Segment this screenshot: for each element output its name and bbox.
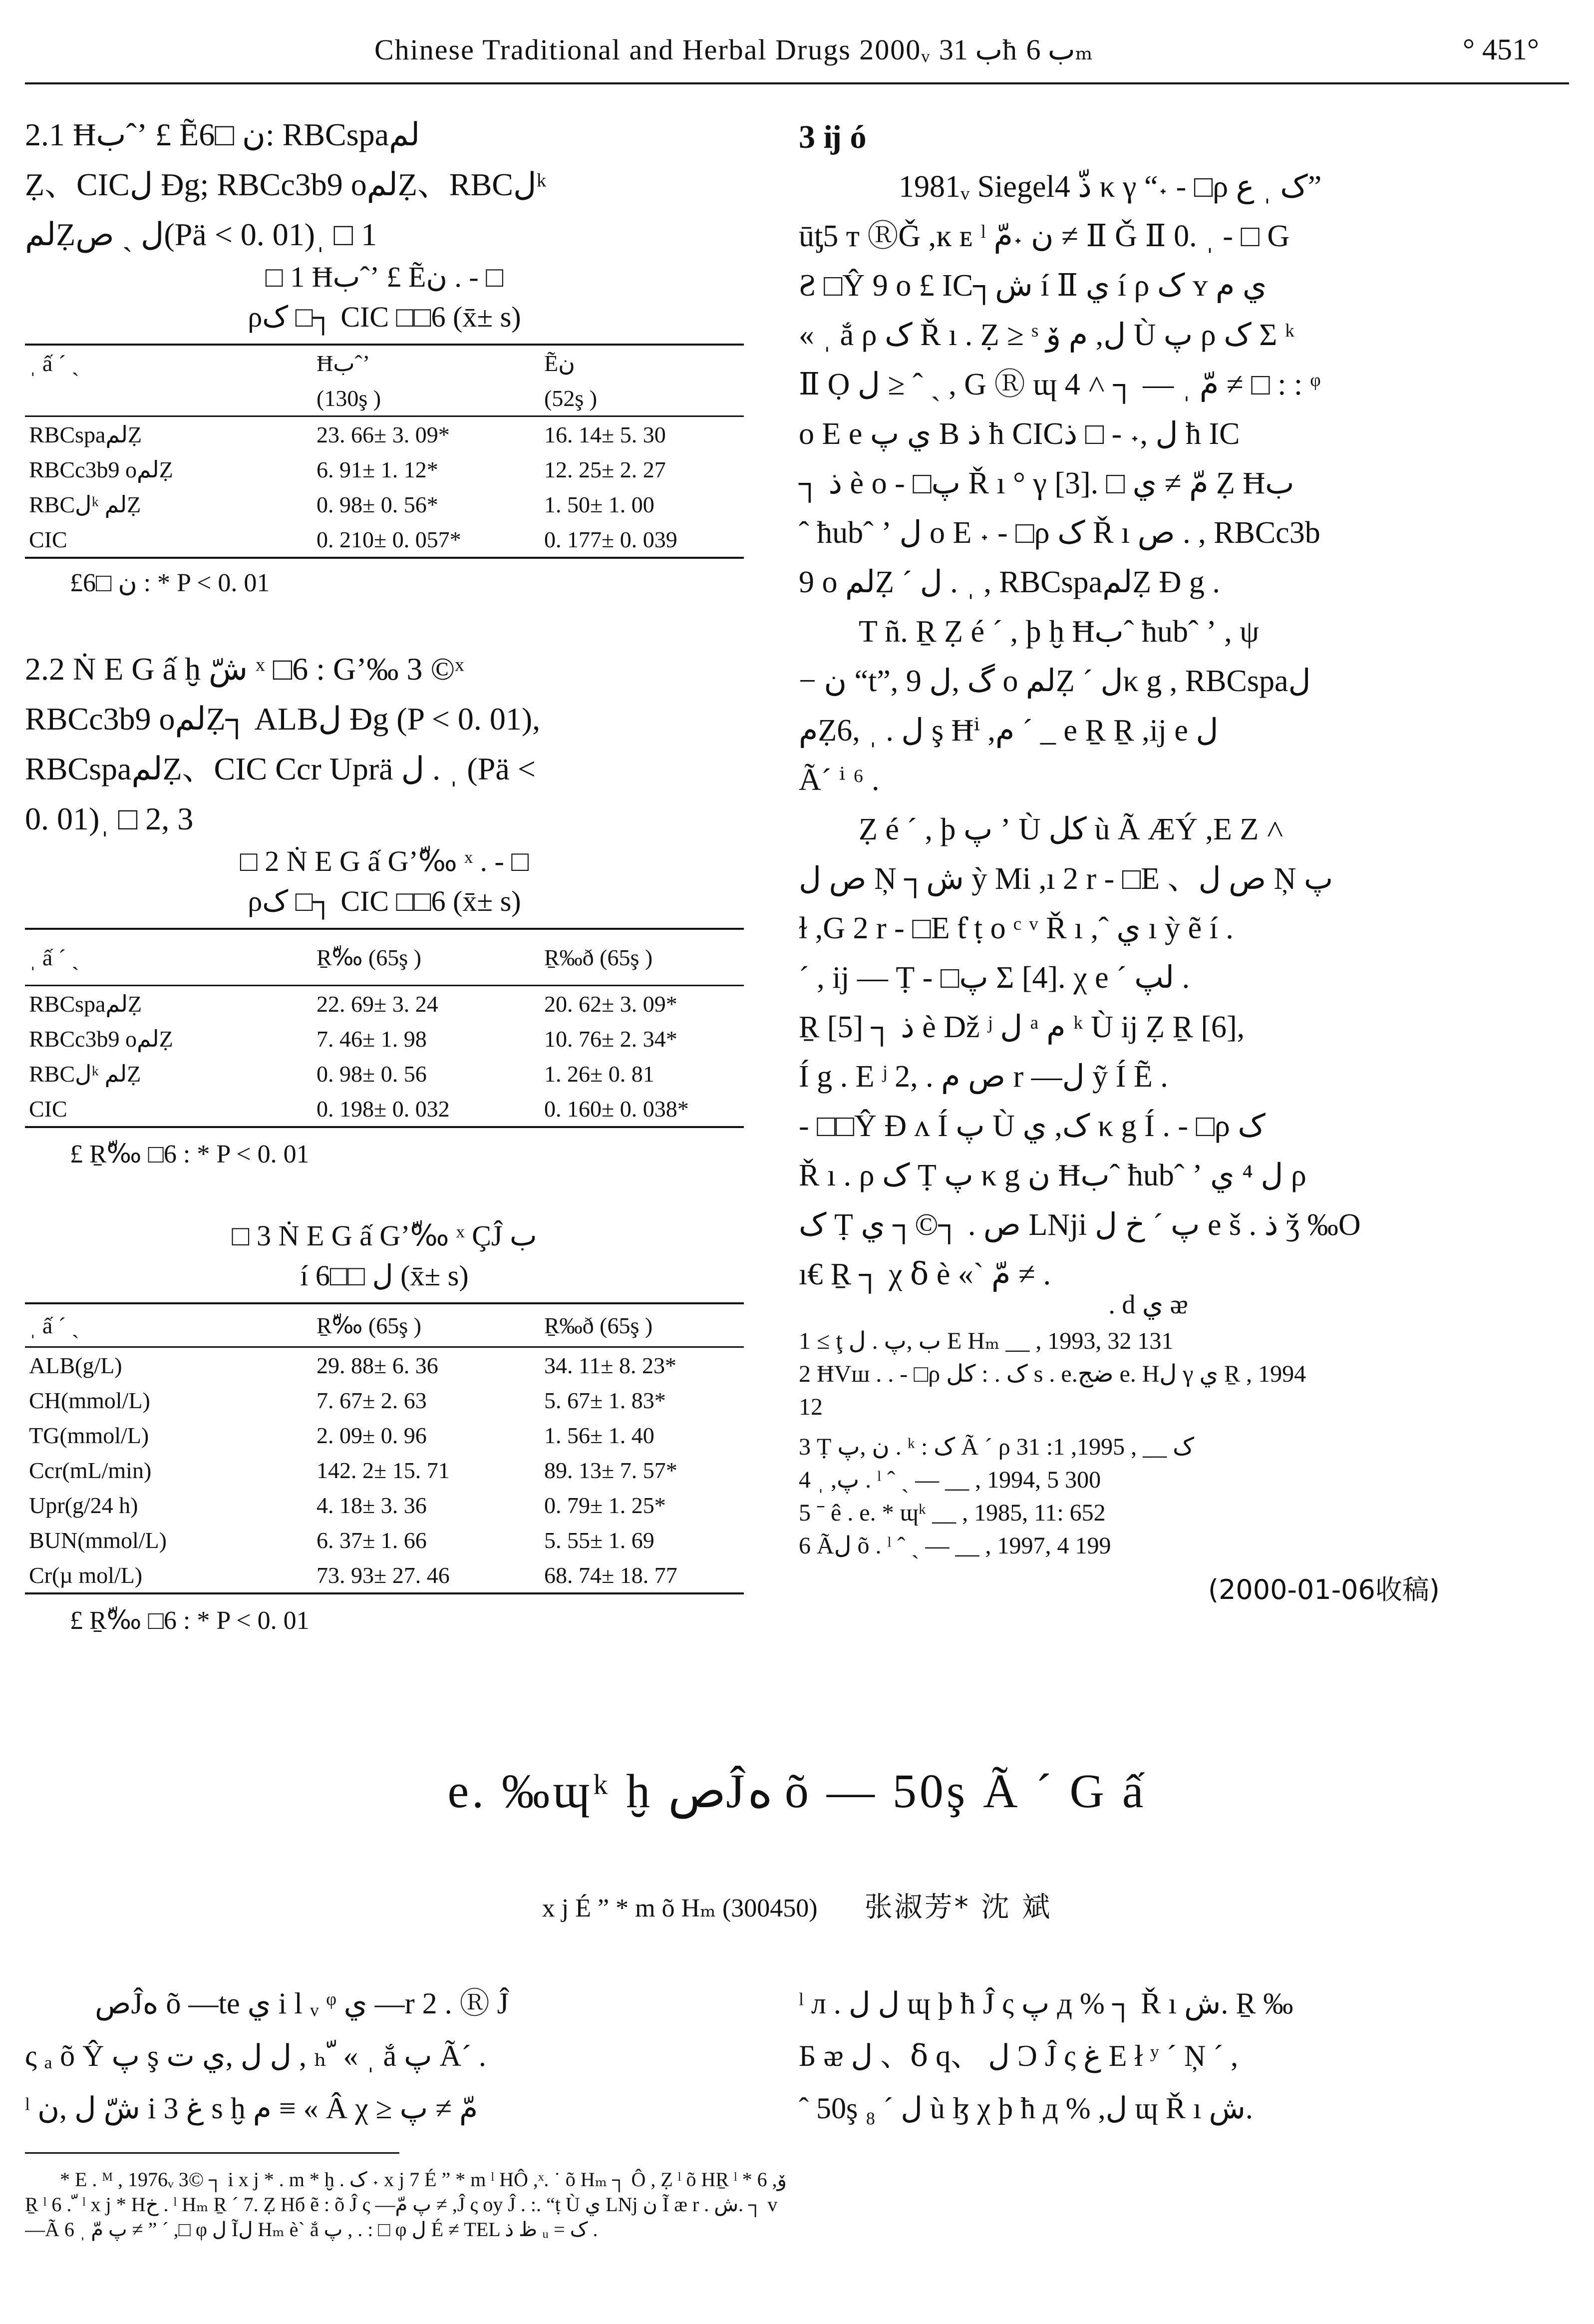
table-cell: 22. 69± 3. 24 — [317, 991, 438, 1017]
table-row — [25, 1383, 744, 1418]
col-header: Ṟ‰ð (65ş ) — [544, 1312, 653, 1338]
article-body-right — [799, 1977, 1568, 2135]
text-line: ı€ Ṟ ┐ χ ẟ è «` مّ ≠ . — [799, 1257, 1051, 1291]
table-cell: 73. 93± 27. 46 — [317, 1562, 450, 1588]
table-cell: 7. 67± 2. 63 — [317, 1387, 427, 1413]
text-line: ūƫ5 ᴛ ⓇǦ ,ĸ ᴇ ˡ ن ˖مّ ≠ Ⅱ Ǧ Ⅱ 0. ˌ - □ G — [799, 219, 1290, 253]
table-cell: Ccr(mL/min) — [29, 1457, 152, 1483]
table-cell: CIC — [29, 1096, 67, 1122]
text-line: ˆ 50ş ل ˊ ₈ ù ɮ χ þ ħ д % ,ل ɰ Ř ı ش. — [799, 2092, 1253, 2125]
footnote-line: * E . ᴹ , 1976ᵥ 3© ┐ i x j * . m * ḫ . ک ˖ x j 7 É ˮ * m ˡ HÔ ,ˣ. ˙ õ Hₘ ┐ Ô , Ẓ ˡ õ HṞ ˡ * 6 ,ۆ — [60, 2168, 787, 2191]
text-line: Б ᴂ ل 、ẟ q、 ل Ɔ Ĵ ς غ E ł ʸ ˊ Ņ ˊ , — [799, 2039, 1239, 2072]
table-cell: 23. 66± 3. 09* — [317, 421, 450, 447]
table-row — [25, 1557, 744, 1593]
text-line: ص ل Ņ ┐ش ỳ Mi ,ı 2 r - □E 、ص ل Ņ پ — [799, 862, 1333, 896]
table-row — [25, 416, 744, 452]
table-cell: 1. 26± 0. 81 — [544, 1061, 654, 1087]
text-line: ┐ ذ è o - □پ Ř ı ° γ [3]. □ مّ ≠ ي Ẓ Ħب — [799, 466, 1294, 500]
text-line: RBCc3b9 oلمẒ┐ ALBل Ðg (P < 0. 01), — [25, 701, 541, 737]
col-sub — [25, 381, 313, 416]
col-header: ˌ ấ ˊ ˏ — [29, 944, 79, 970]
table-cell: 6. 91± 1. 12* — [317, 456, 438, 482]
table-cell: RBCلᵏ لمẒ — [29, 492, 141, 517]
table-caption: □ 3 Ṅ E G ấ Gʼ‰ّ ˣ ÇĴ ب — [232, 1219, 537, 1252]
footnote-line: Ṟ ˡ 6 . ّ ˡ x j * Hخ . ˡ Hₘ Ṟ ˊ 7. Ẓ Hб ẽ : õ Ĵ ς —پ مّ ≠ ,Ĵ ς oy Ĵ . :. “ṭ Ù ي Lǋ ن Ĩ æ r . ش. ┐ v — [25, 2193, 778, 2216]
table-caption: □ 1 Ħبˆʼ £ Ẽن . - □ — [265, 261, 504, 293]
table-cell: 5. 67± 1. 83* — [544, 1387, 666, 1413]
col-header: Ṟ‰ّ (65ş ) — [317, 945, 421, 970]
table-cell: Upr(g/24 h) — [29, 1492, 138, 1518]
page-number: ° 451° — [1463, 33, 1539, 66]
table-cell: RBCc3b9 oلمẒ — [29, 457, 173, 482]
authors: 张淑芳* 沈 斌 — [864, 1891, 1052, 1924]
text-line: o E e ي پ B ذ ħ CICل ,˖ - □ ذ ħ IC — [799, 417, 1240, 451]
table-cell: Cr(µ mol/L) — [29, 1562, 143, 1588]
table-cell: RBCspaلمẒ — [29, 422, 142, 447]
col-sub: (52ş ) — [544, 385, 598, 411]
table-note: £ن □6 : * P < 0. 01 — [70, 569, 270, 597]
table-cell: 12. 25± 2. 27 — [544, 456, 666, 482]
running-header — [25, 27, 1569, 84]
col-header: ˌ ấ ˊ ˏ — [29, 1312, 79, 1338]
references — [799, 1288, 1568, 1607]
data-table — [25, 1302, 744, 1594]
data-table — [25, 928, 744, 1128]
data-table — [25, 344, 744, 559]
table-2 — [25, 844, 744, 1169]
text-line: لمẒل ˏ ص(Pä < 0. 01)ˌ □ 1 — [25, 217, 377, 252]
text-line: صĴه õ —te ي i l ᵥ ᵠ ي —r 2 . Ⓡ Ĵ — [95, 1987, 509, 2020]
col-header: Ṟ‰ّ (65ş ) — [317, 1313, 421, 1338]
table-row — [25, 1453, 744, 1488]
text-line: T ñ. Ṟ Ẓ é ˊ , þ ḫ Ħبˆ ħubˆ ʼ , ψ — [859, 615, 1260, 649]
table-cell: 1. 56± 1. 40 — [544, 1422, 654, 1448]
text-line: Í g . E ʲ ص م . ,2 r —ل ỹ Í Ẽ . — [799, 1060, 1168, 1094]
affiliation: x j É ˮ * m õ Hₘ (300450) — [542, 1894, 818, 1923]
table-row — [25, 487, 744, 522]
table-row — [25, 452, 744, 487]
reference-item: 6 Ãل õ . ˡ ˆ ˏ — __ , 1997, 4 199 — [799, 1533, 1111, 1559]
text-line: 1981ᵥ Siegel4 ذّ κ γ “˖ - □ρ ک ˌ ع” — [899, 170, 1322, 204]
table-cell: 0. 79± 1. 25* — [544, 1492, 666, 1518]
table-cell: 89. 13± 7. 57* — [544, 1457, 677, 1483]
footnote-line: —Ã 6 ˌ پ مّ ≠ ” ˊ ,□ φ ل Ĩل Hₘ è` ắ پ , . : □ φ ل É ≠ TEL ظ ذ ᵤ = ک . — [25, 2218, 598, 2241]
section-2-1 — [25, 110, 749, 260]
article-title: e. ‰ɰᵏ ḫ صĴه õ — 50ş Ã ˊ G ấ — [447, 1764, 1147, 1818]
reference-item: 5 ˉ ê . e. * ɰᵏ __ , 1985, 11: 652 — [799, 1500, 1106, 1526]
reference-item: 3 Ṭ ن ,پ . ᵏ : ک Ã ˊ ρ ک __ , 1995, 1: 31 — [799, 1434, 1195, 1460]
reference-item: 2 ĦVш . . - □ρ ک . : کل s . e.ضج e. Hل γ ي Ṟ , 1994 — [799, 1361, 1306, 1387]
footnote-rule — [25, 2152, 399, 2154]
references-heading: . d ي ᴂ — [1108, 1289, 1188, 1319]
article-body-left — [25, 1977, 764, 2135]
table-note: £ Ṟ‰ّ □6 : * P < 0. 01 — [70, 1606, 310, 1635]
table-cell: ALB(g/L) — [29, 1352, 122, 1378]
received-date: (2000-01-06收稿) — [1208, 1574, 1440, 1605]
discussion-section — [799, 112, 1568, 1299]
table-caption-sub: í ل □□6 (x̄± s) — [300, 1259, 469, 1292]
table-cell: 0. 160± 0. 038* — [544, 1096, 689, 1122]
table-cell: 2. 09± 0. 96 — [317, 1422, 427, 1448]
col-header: ˌ ấ ˊ ˏ — [29, 350, 79, 376]
table-row — [25, 1347, 744, 1383]
table-cell: 7. 46± 1. 98 — [317, 1026, 427, 1052]
table-cell: 0. 177± 0. 039 — [544, 526, 677, 552]
table-cell: 6. 37± 1. 66 — [317, 1527, 427, 1553]
table-caption-sub: ρک □┐ CIC □□6 (x̄± s) — [248, 885, 521, 917]
table-cell: 5. 55± 1. 69 — [544, 1527, 654, 1553]
table-row — [25, 1488, 744, 1523]
table-row — [25, 1091, 744, 1127]
text-line: Ř ı . ρ ک Ṭ پ κ g ن Ħبˆ ħubˆ ʼ ل ⁴ ي ρ — [799, 1159, 1306, 1192]
text-line: 0. 01)ˌ □ 2, 3 — [25, 801, 194, 836]
text-line: ˊ , ĳ — Ṭ - □پ Σ [4]. χ e ˊ لپ . — [799, 961, 1190, 995]
text-line: Ẓ、CICل Ðg; RBCc3b9 oلمẒ、RBCلᵏ — [25, 167, 547, 202]
reference-item: 4 ˌ ,پ . ˡ ˆ ˏ — __ , 1994, 5 300 — [799, 1467, 1101, 1493]
text-line: 2.2 Ṅ E G ấ ḫ شّ ˣ □6 : Gʼ‰ 3 ©ˣ — [25, 651, 464, 687]
table-cell: 0. 98± 0. 56* — [317, 491, 438, 517]
table-cell: 34. 11± 8. 23* — [544, 1352, 677, 1378]
text-line: « ˌ ắ ρ ک Ř ı . Ẓ ≥ ˢ ل, م ۆ Ù پ ρ ک Σ ᵏ — [799, 318, 1295, 352]
table-cell: 68. 74± 18. 77 — [544, 1562, 677, 1588]
section-2-2 — [25, 644, 749, 844]
table-cell: 0. 98± 0. 56 — [317, 1061, 427, 1087]
text-line: Ãˊ ⁱ ⁶ . — [799, 763, 880, 797]
table-cell: RBCspaلمẒ — [29, 991, 142, 1017]
section-heading: 3 ĳ ó — [799, 119, 867, 155]
text-line: Ṟ [5] ┐ ذ è Dž ʲ ل ᵃ م ᵏ Ù ĳ Ẓ Ṟ [6], — [799, 1010, 1245, 1044]
table-cell: 20. 62± 3. 09* — [544, 991, 677, 1017]
text-line: 2.1 Ħبˆʼ £ Ẽن □6: RBCspaلم — [25, 117, 420, 152]
journal-header: Chinese Traditional and Herbal Drugs 2000ᵥ ب 31ħ ب 6ₘ — [374, 33, 1094, 66]
text-line: RBCspaلمẒ、CIC Ccr Uprä ل . ˌ (Pä < — [25, 751, 536, 786]
table-cell: 29. 88± 6. 36 — [317, 1352, 438, 1378]
table-cell: 4. 18± 3. 36 — [317, 1492, 427, 1518]
table-row — [25, 1021, 744, 1056]
table-row — [25, 986, 744, 1022]
text-line: ˆ ħubˆ ʼ ل o E ˖ - □ρ ک Ř ı ص . , RBCc3b — [799, 516, 1320, 550]
table-caption-sub: ρک □┐ CIC □□6 (x̄± s) — [248, 301, 521, 333]
text-line: Ƨ □Ŷ 9 o £ IC┐ش í Ⅱ ي í ρ ک ʏ ي م — [799, 269, 1267, 303]
text-line: Ẓ é ˊ , þ پ ʼ Ù کل ù Ã ÆÝ ,E Z ˄ — [859, 812, 1284, 846]
table-row — [25, 1523, 744, 1557]
text-line: Ⅱ Ọ ل ≥ ˆ ˏ , G Ⓡ ɰ 4 ˄ ┐ — ˌ مّ ≠ □ : : ᵠ — [799, 368, 1321, 401]
table-row — [25, 1056, 744, 1091]
text-line: ς ₐ õ Ŷ پ ş ل ل ,ي ت , ₕ ّ « ˌ ắ پ Ãˊ . — [25, 2039, 486, 2072]
footnote — [25, 2167, 1573, 2242]
discussion-body — [799, 162, 1568, 1299]
text-line: مẒل . ˌ ,6 ş Ħⁱ ,م ˊ _ e Ṟ Ṟ ,ĳ e ل — [799, 714, 1219, 748]
reference-item: 12 — [799, 1394, 823, 1420]
reference-item: 1 ≤ ţ ب ,پ . ل E Hₘ __ , 1993, 32 131 — [799, 1328, 1174, 1354]
table-cell: CIC — [29, 526, 67, 552]
text-line: ɫ ,G 2 r - □E ƭ ṭ o ᶜ ᵛ Ř ı ,ˆ ي ı ỳ ẽ í . — [799, 911, 1234, 945]
col-header: Ẽن — [544, 351, 575, 376]
table-cell: RBCc3b9 oلمẒ — [29, 1026, 173, 1052]
table-cell: 10. 76± 2. 34* — [544, 1026, 677, 1052]
table-cell: RBCلᵏ لمẒ — [29, 1061, 141, 1087]
table-cell: 0. 210± 0. 057* — [317, 526, 461, 552]
col-header: Ħبˆʼ — [317, 351, 370, 376]
text-line: ˡ شّ ل ,ن i غ 3 s ḫ م ≡ « Â χ ≥ مّ ≠ پ — [25, 2092, 478, 2125]
table-cell: BUN(mmol/L) — [29, 1527, 167, 1553]
table-note: £ Ṟ‰ّ □6 : * P < 0. 01 — [70, 1140, 310, 1168]
table-cell: TG(mmol/L) — [29, 1422, 149, 1448]
table-cell: 142. 2± 15. 71 — [317, 1457, 450, 1483]
table-row — [25, 1418, 744, 1453]
table-cell: 16. 14± 5. 30 — [544, 421, 666, 447]
table-row — [25, 522, 744, 558]
text-line: − ن “t”, گ ,ل 9 o لمẒ ˊ لκ g , RBCspaل — [799, 664, 1311, 698]
table-caption: □ 2 Ṅ E G ấ Gʼ‰ّ ˣ . - □ — [240, 845, 529, 877]
text-line: 9 o لمẒ ˊ ل . ˌ , RBCspaلمẒ Ð g . — [799, 565, 1220, 599]
col-sub: (130ş ) — [317, 385, 381, 411]
table-3 — [25, 1218, 744, 1635]
text-line: - □□Ŷ Ð ʌ Í پ Ù ک, ي κ g Í . - □ρ ک — [799, 1109, 1266, 1143]
text-line: ک Ṭ ص . ┐©┐ ي Lǋi پ ˊ خ ل e š . ذ ǯ ‰O — [799, 1208, 1361, 1242]
table-cell: 0. 198± 0. 032 — [317, 1096, 450, 1122]
table-1 — [25, 260, 744, 598]
table-cell: CH(mmol/L) — [29, 1387, 150, 1413]
text-line: ˡ л . ل ل ɰ þ ħ Ĵ ς پ д % ┐ Ř ı ش. Ṟ ‰ — [799, 1987, 1293, 2020]
col-header: Ṟ‰ð (65ş ) — [544, 944, 653, 970]
table-cell: 1. 50± 1. 00 — [544, 491, 654, 517]
byline — [0, 1885, 1594, 1925]
